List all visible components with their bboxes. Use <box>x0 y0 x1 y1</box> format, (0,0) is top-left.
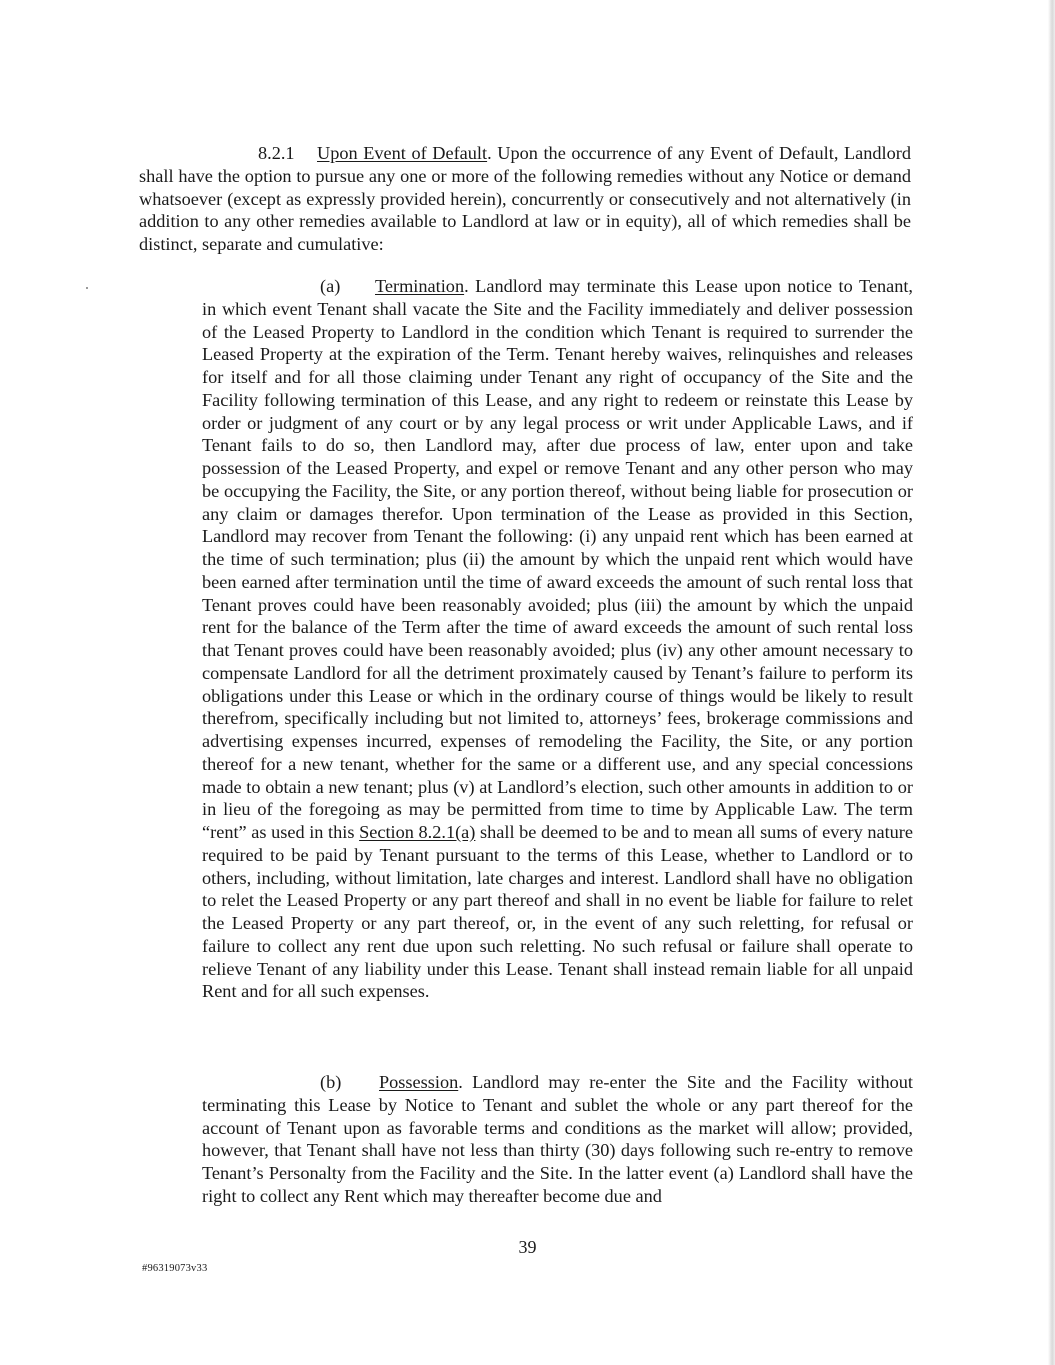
section-reference: Section 8.2.1(a) <box>359 822 476 842</box>
section-body: . Upon the occurrence of any Event of Default, Landlord shall have the option to pursue any one or more of the following remedies without any Notice or demand whatsoever (except as expressly provided herein), concurrently or consecutively and not alternatively (in addition to any other remedies available to Landlord at law or in equity), all of which remedies shall be distinct, separate and cumulative: <box>139 143 911 254</box>
section-8-2-1-paragraph <box>139 142 911 256</box>
subsection-a-paragraph <box>202 275 913 1003</box>
subsection-b-paragraph <box>202 1071 913 1208</box>
section-number: 8.2.1 <box>258 143 295 163</box>
subsection-a-label: (a) <box>320 276 341 296</box>
subsection-b-heading: Possession <box>379 1072 459 1092</box>
subsection-b-body: . Landlord may re-enter the Site and the Facility without terminating this Lease by Notice to Tenant and sublet the whole or any part thereof for the account of Tenant upon as favorable terms and conditions as the market will allow; provided, however, that Tenant shall have not less than thirty (30) days following such re-entry to remove Tenant’s Personalty from the Facility and the Site. In the latter event (a) Landlord shall have the right to collect any Rent which may thereafter become due and <box>202 1072 913 1206</box>
subsection-a-body-1: . Landlord may terminate this Lease upon notice to Tenant, in which event Tenant shall vacate the Site and the Facility immediately and deliver possession of the Leased Property to Landlord in the condition which Tenant is required to surrender the Leased Property at the expiration of the Term. Tenant hereby waives, relinquishes and releases for itself and for all those claiming under Tenant any right of occupancy of the Site and the Facility following termination of this Lease, and any right to redeem or reinstate this Lease by order or judgment of any court or by any legal process or writ under Applicable Laws, and if Tenant fails to do so, then Landlord may, after due process of law, enter upon and take possession of the Leased Property, and expel or remove Tenant and any other person who may be occupying the Facility, the Site, or any portion thereof, without being liable for prosecution or any claim or damages therefor. Upon termination of the Lease as provided in this Section, Landlord may recover from Tenant the following: (i) any unpaid rent which has been earned at the time of such termination; plus (ii) the amount by which the unpaid rent which would have been earned after termination until the time of award exceeds the amount of such rental loss that Tenant proves could have been reasonably avoided; plus (iii) the amount by which the unpaid rent for the balance of the Term after the time of award exceeds the amount of such rental loss that Tenant proves could have been reasonably avoided; plus (iv) any other amount necessary to compensate Landlord for all the detriment proximately caused by Tenant’s failure to perform its obligations under this Lease or which in the ordinary course of things would be likely to result therefrom, specifically including but not limited to, attorneys’ fees, brokerage commissions and advertising expenses incurred, expenses of remodeling the Facility, the Site, or any portion thereof for a new tenant, whether for the same or a different use, and any special concessions made to obtain a new tenant; plus (v) at Landlord’s election, such other amounts in addition to or in lieu of the foregoing as may be permitted from time to time by Applicable Law. The term “rent” as used in this <box>202 276 913 842</box>
scan-speck <box>86 287 88 289</box>
subsection-b-label: (b) <box>320 1072 342 1092</box>
section-heading: Upon Event of Default <box>317 143 488 163</box>
scan-edge-shadow <box>1048 0 1055 1365</box>
subsection-a-body-2: shall be deemed to be and to mean all sums of every nature required to be paid by Tenant pursuant to the terms of this Lease, whether to Landlord or to others, including, without limitation, late charges and interest. Landlord shall have no obligation to relet the Leased Property or any part thereof and shall in no event be liable for failure to relet the Leased Property or any part thereof, or, in the event of any such reletting, for refusal or failure to collect any rent due upon such reletting. No such refusal or failure shall operate to relieve Tenant of any liability under this Lease. Tenant shall instead remain liable for all unpaid Rent and for all such expenses. <box>202 822 913 1002</box>
document-id: #96319073v33 <box>142 1263 208 1274</box>
page-number: 39 <box>518 1237 537 1257</box>
subsection-a-heading: Termination <box>375 276 465 296</box>
